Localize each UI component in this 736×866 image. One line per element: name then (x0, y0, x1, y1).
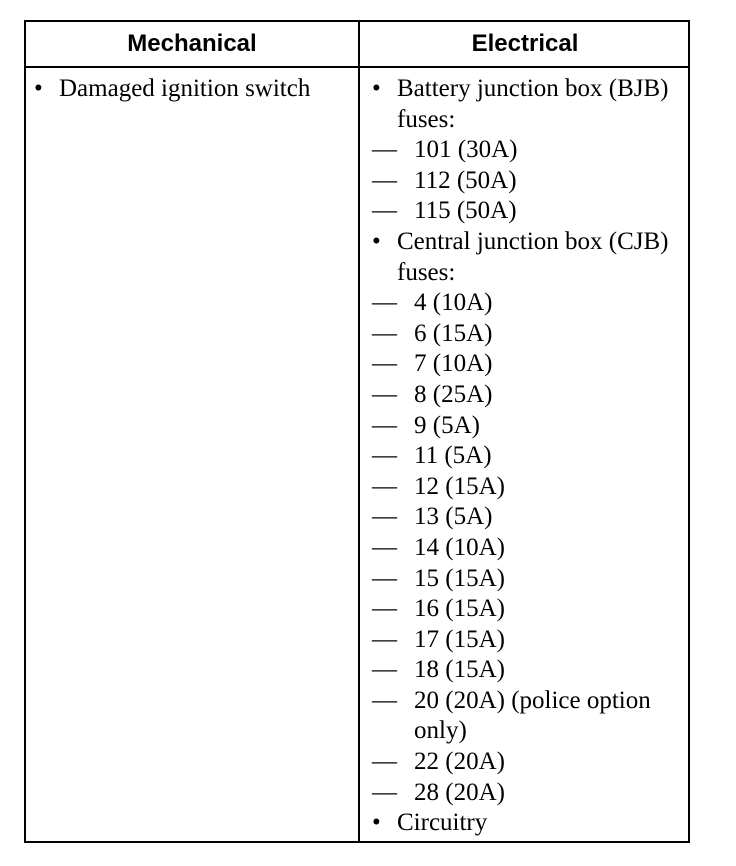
dash-glyph: — (372, 748, 397, 776)
fuse-label: 16 (15A) (414, 595, 505, 623)
cause-item (372, 74, 684, 227)
fuse-label: 28 (20A) (414, 778, 505, 806)
column-divider (358, 22, 360, 841)
fuse-label: 4 (10A) (414, 289, 493, 317)
fuse-label: 11 (5A) (414, 442, 492, 470)
dash-glyph: — (372, 564, 397, 592)
fuse-label: 115 (50A) (414, 197, 517, 225)
dash-glyph: — (372, 778, 397, 806)
cause-bullet-row (372, 808, 684, 839)
fuse-item (372, 196, 684, 227)
fuse-item (372, 502, 684, 533)
dash-glyph: — (372, 442, 397, 470)
diagnostic-table (24, 20, 690, 843)
fuse-label: 112 (50A) (414, 166, 517, 194)
fuse-item (372, 533, 684, 564)
cause-bullet-row (372, 227, 684, 288)
fuse-label: 17 (15A) (414, 625, 505, 653)
fuse-label: 15 (15A) (414, 564, 505, 592)
fuse-label: 22 (20A) (414, 748, 505, 776)
dash-glyph: — (372, 656, 397, 684)
cause-text: Central junction box (CJB) fuses: (397, 227, 669, 286)
cause-text: Damaged ignition switch (59, 75, 311, 102)
header-electrical: Electrical (471, 30, 579, 57)
fuse-label: 6 (15A) (414, 319, 493, 347)
dash-glyph: — (372, 380, 397, 408)
fuse-label: 12 (15A) (414, 472, 505, 500)
bullet-glyph: • (372, 227, 381, 255)
cause-item (34, 74, 352, 105)
fuse-label: 13 (5A) (414, 503, 493, 531)
header-mechanical: Mechanical (127, 30, 257, 57)
fuse-label: 18 (15A) (414, 656, 505, 684)
fuse-label: 9 (5A) (414, 411, 480, 439)
bullet-glyph: • (372, 809, 381, 837)
fuse-item (372, 135, 684, 166)
fuse-item (372, 349, 684, 380)
dash-glyph: — (372, 197, 397, 225)
dash-glyph: — (372, 319, 397, 347)
dash-glyph: — (372, 533, 397, 561)
fuse-item (372, 288, 684, 319)
fuse-sublist (372, 135, 684, 227)
fuse-label: 20 (20A) (police option only) (414, 686, 651, 745)
fuse-item (372, 655, 684, 686)
bullet-glyph: • (34, 75, 43, 102)
bullet-glyph: • (372, 75, 381, 102)
mechanical-causes-list (34, 74, 352, 105)
dash-glyph: — (372, 625, 397, 653)
dash-glyph: — (372, 472, 397, 500)
dash-glyph: — (372, 503, 397, 531)
fuse-item (372, 411, 684, 442)
fuse-item (372, 594, 684, 625)
cause-bullet-row (34, 74, 352, 105)
fuse-item (372, 472, 684, 503)
fuse-item (372, 441, 684, 472)
header-rule (26, 66, 688, 68)
fuse-label: 8 (25A) (414, 380, 493, 408)
cause-bullet-row (372, 74, 684, 135)
cause-text: Circuitry (397, 809, 488, 837)
fuse-item (372, 319, 684, 350)
cause-item (372, 808, 684, 839)
fuse-item (372, 564, 684, 595)
fuse-item (372, 686, 684, 747)
dash-glyph: — (372, 411, 397, 439)
dash-glyph: — (372, 136, 397, 164)
fuse-item (372, 380, 684, 411)
dash-glyph: — (372, 166, 397, 194)
dash-glyph: — (372, 686, 397, 714)
fuse-item (372, 747, 684, 778)
fuse-label: 101 (30A) (414, 136, 518, 164)
electrical-causes-list (372, 74, 684, 839)
fuse-item (372, 166, 684, 197)
fuse-label: 14 (10A) (414, 533, 505, 561)
cause-text: Battery junction box (BJB) fuses: (397, 75, 669, 133)
fuse-label: 7 (10A) (414, 350, 493, 378)
dash-glyph: — (372, 350, 397, 378)
fuse-item (372, 778, 684, 809)
dash-glyph: — (372, 289, 397, 317)
dash-glyph: — (372, 595, 397, 623)
fuse-sublist (372, 288, 684, 808)
cause-item (372, 227, 684, 808)
fuse-item (372, 625, 684, 656)
